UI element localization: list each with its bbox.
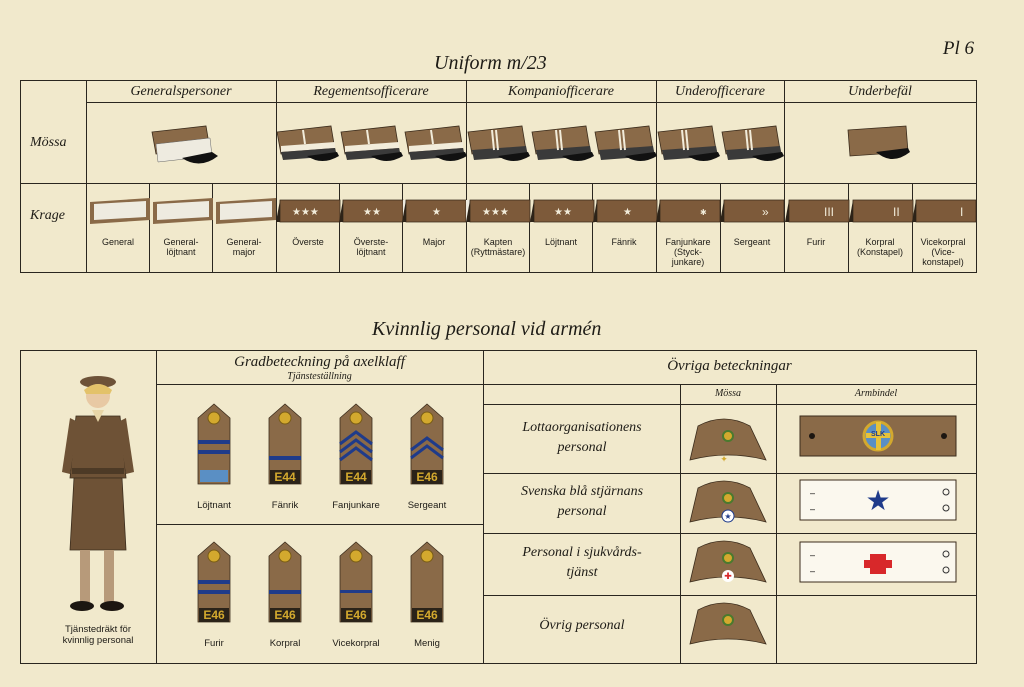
row-ovrig-personal: Övrig personal: [539, 618, 625, 633]
row-lottaorganisationen: Lottaorganisationens personal: [522, 420, 642, 455]
strap-badge-menig: E46: [412, 608, 442, 622]
ovriga-title: Övriga beteckningar: [667, 358, 792, 374]
collar-caption-vicekorpral: Vicekorpral (Vice- konstapel): [920, 237, 966, 267]
collar-caption-fanjunkare: Fanjunkare (Styck- junkare): [665, 237, 711, 267]
svg-text:»: »: [762, 205, 769, 219]
collar-caption-sergeant: Sergeant: [733, 237, 771, 247]
strap-badge-fanjunkare: E44: [341, 470, 371, 484]
svg-text:✦: ✦: [720, 454, 728, 464]
svg-text:★: ★: [432, 207, 441, 218]
woman-uniform-figure: [40, 360, 160, 660]
row-label-krage: Krage: [30, 208, 65, 223]
row-sjukvard: Personal i sjukvårds- tjänst: [522, 545, 642, 580]
section-title-kvinnlig: Kvinnlig personal vid armén: [372, 318, 602, 340]
svg-text:–: –: [810, 566, 816, 576]
collar-caption-overstelojtnant: Överste- löjtnant: [353, 237, 389, 257]
strap-label-vicekorpral: Vicekorpral: [332, 638, 380, 649]
svg-text:★: ★: [865, 485, 891, 516]
group-generalspersoner: Generalspersoner: [130, 84, 232, 99]
strap-badge-fanrik: E44: [270, 470, 300, 484]
svg-text:✱: ✱: [700, 208, 707, 217]
collar-caption-generallojtnant: General- löjtnant: [163, 237, 199, 257]
svg-text:★★★: ★★★: [292, 207, 319, 218]
ovriga-drawings: [680, 404, 980, 664]
svg-text:–: –: [810, 504, 816, 514]
svg-text:★: ★: [623, 207, 632, 218]
svg-text:★★: ★★: [554, 207, 572, 218]
svg-text:✚: ✚: [724, 571, 732, 581]
row-label-mossa: Mössa: [30, 135, 67, 150]
svg-text:I: I: [960, 205, 964, 219]
strap-label-menig: Menig: [414, 638, 440, 649]
svg-text:★★: ★★: [363, 207, 381, 218]
strap-badge-korpral: E46: [270, 608, 300, 622]
svg-text:II: II: [893, 205, 900, 219]
collar-caption-major: Major: [422, 237, 446, 247]
collar-caption-furir: Furir: [806, 237, 826, 247]
strap-label-korpral: Korpral: [269, 638, 301, 649]
col-header-mossa: Mössa: [714, 388, 742, 399]
strap-label-fanjunkare: Fanjunkare: [332, 500, 380, 511]
row-bla-stjarnan: Svenska blå stjärnans personal: [520, 484, 644, 519]
grad-title: Gradbeteckning på axelklaff: [234, 354, 405, 370]
strap-label-lojtnant: Löjtnant: [197, 500, 231, 511]
figure-caption: Tjänstedräkt för kvinnlig personal: [62, 624, 134, 646]
group-underbefal: Underbefäl: [848, 84, 912, 99]
shoulder-straps-drawing: [156, 384, 483, 664]
collar-caption-general: General: [101, 237, 135, 247]
strap-label-fanrik: Fänrik: [271, 500, 299, 511]
collar-caption-lojtnant: Löjtnant: [544, 237, 578, 247]
strap-badge-sergeant: E46: [412, 470, 442, 484]
group-underofficerare: Underofficerare: [675, 84, 765, 99]
collar-caption-fanrik: Fänrik: [611, 237, 637, 247]
svg-text:–: –: [810, 550, 816, 560]
svg-text:★: ★: [724, 512, 732, 521]
collar-caption-korpral: Korpral (Konstapel): [856, 237, 904, 257]
strap-badge-vicekorpral: E46: [341, 608, 371, 622]
grad-subtitle: Tjänsteställning: [287, 371, 352, 382]
plate-number: Pl 6: [942, 38, 974, 59]
strap-badge-furir: E46: [199, 608, 229, 622]
svg-text:III: III: [824, 205, 835, 219]
section-title-uniform: Uniform m/23: [434, 52, 547, 74]
group-regementsofficerare: Regementsofficerare: [313, 84, 429, 99]
group-kompaniofficerare: Kompaniofficerare: [507, 84, 615, 99]
slk-emblem-text: SLK: [871, 431, 885, 438]
col-header-armbindel: Armbindel: [854, 388, 898, 399]
collar-caption-generalmajor: General- major: [226, 237, 262, 257]
strap-label-furir: Furir: [204, 638, 224, 649]
collar-caption-kapten: Kapten (Ryttmästare): [470, 237, 526, 257]
svg-text:–: –: [810, 488, 816, 498]
strap-label-sergeant: Sergeant: [407, 500, 447, 511]
svg-text:★★★: ★★★: [482, 207, 509, 218]
collar-caption-overste: Överste: [292, 237, 324, 247]
